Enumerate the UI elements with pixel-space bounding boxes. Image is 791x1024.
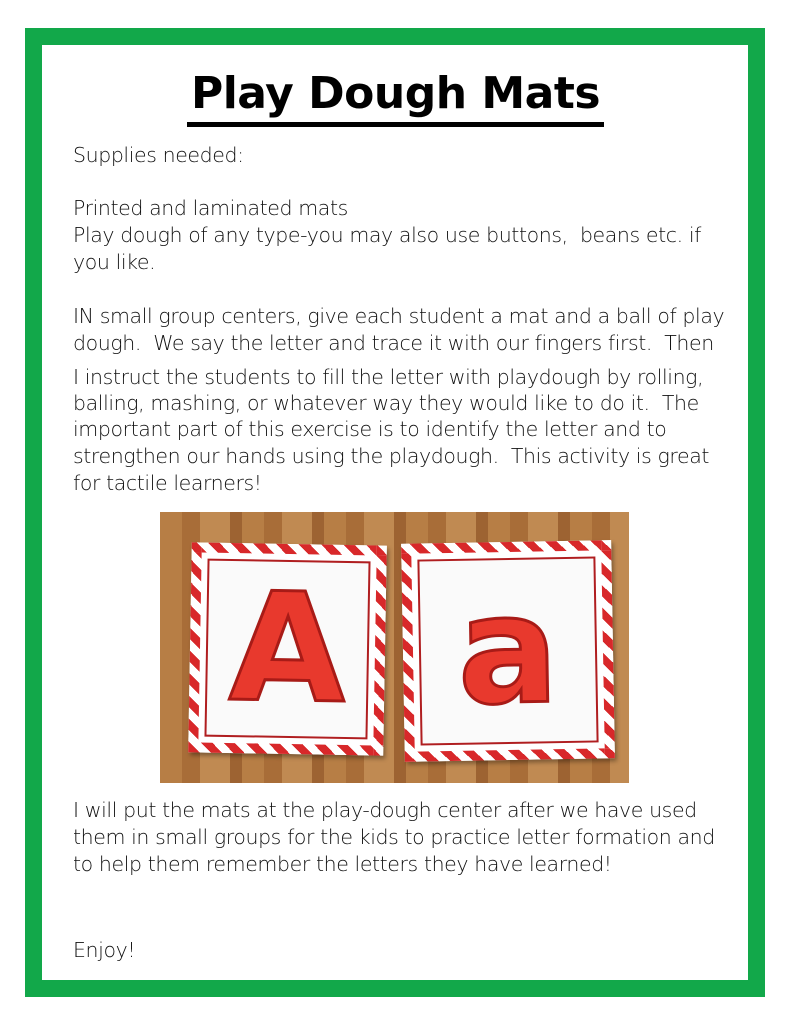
paragraph-line: them in small groups for the kids to practice letter formation and (73, 825, 715, 849)
paragraph-line: for tactile learners! (73, 471, 262, 495)
title-text: Play Dough Mats (187, 66, 604, 127)
paragraph-line: strengthen our hands using the playdough. This activity is great (73, 444, 709, 468)
mat-uppercase (188, 542, 387, 755)
mat-lowercase (401, 540, 615, 762)
paragraph-line: balling, mashing, or whatever way they would like to do it. The (73, 391, 699, 415)
supplies-heading: Supplies needed: (73, 143, 244, 167)
paragraph-line: to help them remember the letters they have learned! (73, 852, 612, 876)
play-dough-mats-photo (160, 512, 629, 783)
paragraph-line: IN small group centers, give each student a mat and a ball of play (73, 304, 725, 328)
letter-lowercase: a (455, 563, 561, 739)
supply-item: you like. (73, 250, 156, 274)
paragraph-line: important part of this exercise is to identify the letter and to (73, 417, 667, 441)
page-title (0, 66, 791, 127)
supply-item: Printed and laminated mats (73, 196, 348, 220)
closing-text: Enjoy! (73, 938, 136, 962)
paragraph-line: I will put the mats at the play-dough center after we have used (73, 798, 697, 822)
paragraph-line: dough. We say the letter and trace it with our fingers first. Then (73, 331, 714, 355)
supply-item: Play dough of any type-you may also use buttons, beans etc. if (73, 223, 701, 247)
letter-uppercase: A (227, 561, 348, 737)
paragraph-line: I instruct the students to fill the letter with playdough by rolling, (73, 365, 704, 389)
